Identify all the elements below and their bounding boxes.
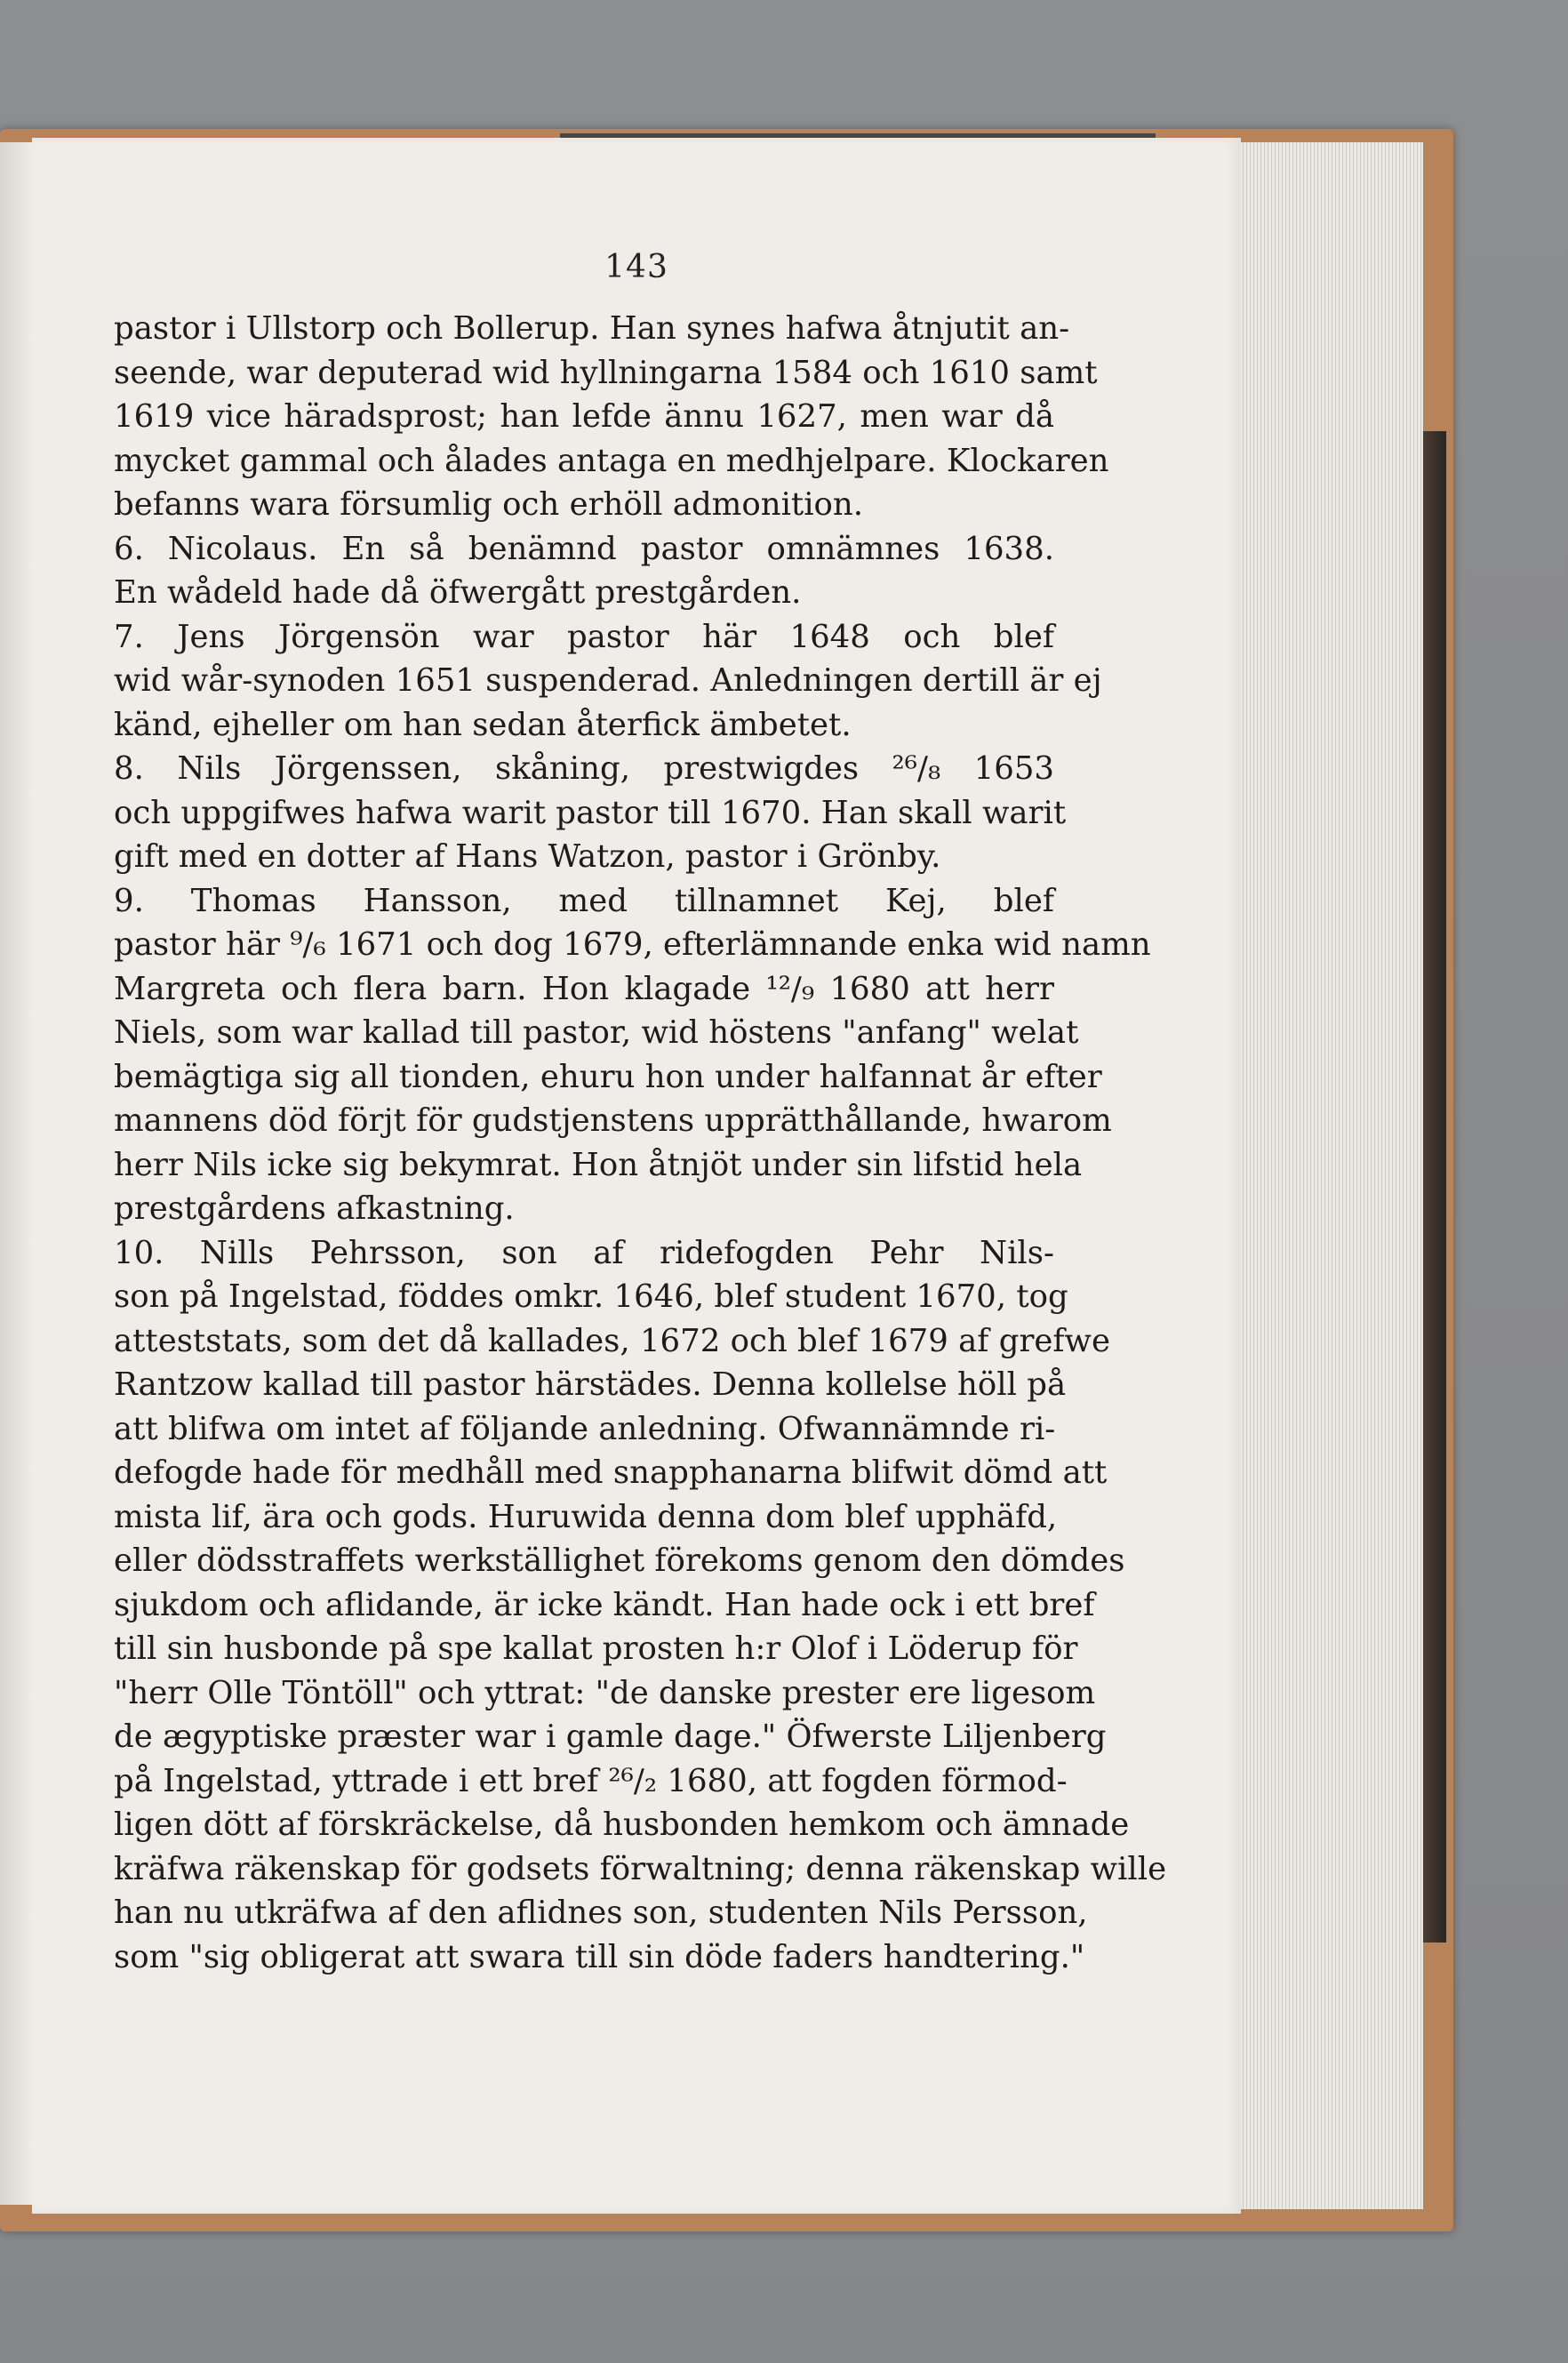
text-line: att blifwa om intet af följande anledning. Ofwannämnde ri- xyxy=(114,1410,1056,1447)
text-line: eller dödsstraffets werkställighet förekoms genom den dömdes xyxy=(114,1542,1125,1579)
text-line: kräfwa räkenskap för godsets förwaltning; denna räkenskap wille xyxy=(114,1850,1167,1887)
text-line: atteststats, som det då kallades, 1672 och blef 1679 af grefwe xyxy=(114,1322,1110,1359)
text-line: sjukdom och aflidande, är icke kändt. Han hade ock i ett bref xyxy=(114,1586,1095,1623)
text-line: Niels, som war kallad till pastor, wid höstens "anfang" welat xyxy=(114,1014,1079,1051)
text-line: mista lif, ära och gods. Huruwida denna dom blef upphäfd, xyxy=(114,1498,1058,1535)
text-line: mycket gammal och ålades antaga en medhjelpare. Klockaren xyxy=(114,442,1109,479)
text-line: wid wår-synoden 1651 suspenderad. Anledningen dertill är ej xyxy=(114,662,1102,699)
text-line: "herr Olle Töntöll" och yttrat: "de danske prester ere ligesom xyxy=(114,1674,1096,1711)
text-line: och uppgifwes hafwa warit pastor till 1670. Han skall warit xyxy=(114,794,1067,831)
text-line: han nu utkräfwa af den aflidnes son, studenten Nils Persson, xyxy=(114,1894,1088,1931)
text-line: 1619 vice häradsprost; han lefde ännu 1627, men war då xyxy=(114,398,1054,435)
text-line: En wådeld hade då öfwergått prestgården. xyxy=(114,574,802,611)
text-line: defogde hade för medhåll med snapphanarna blifwit dömd att xyxy=(114,1454,1108,1491)
text-line: 10. Nills Pehrsson, son af ridefogden Pehr Nils- xyxy=(114,1234,1054,1271)
left-page-edge xyxy=(0,142,33,2205)
text-line: gift med en dotter af Hans Watzon, pastor i Grönby. xyxy=(114,838,941,875)
text-line: mannens död förjt för gudstjenstens upprätthållande, hwarom xyxy=(114,1102,1112,1139)
book-page xyxy=(32,138,1241,2214)
text-line: känd, ejheller om han sedan återfick ämbetet. xyxy=(114,706,852,743)
text-line: 7. Jens Jörgensön war pastor här 1648 och blef xyxy=(114,618,1054,655)
text-line: på Ingelstad, yttrade i ett bref ²⁶/₂ 1680, att fogden förmod- xyxy=(114,1762,1068,1799)
page-block-edges xyxy=(1236,142,1423,2209)
text-line: ligen dött af förskräckelse, då husbonden hemkom och ämnade xyxy=(114,1806,1130,1843)
text-line: 6. Nicolaus. En så benämnd pastor omnämnes 1638. xyxy=(114,530,1054,567)
text-line: Rantzow kallad till pastor härstädes. Denna kollelse höll på xyxy=(114,1366,1067,1403)
text-line: Margreta och flera barn. Hon klagade ¹²/₉ 1680 att herr xyxy=(114,970,1054,1007)
text-line: pastor här ⁹/₆ 1671 och dog 1679, efterlämnande enka wid namn xyxy=(114,926,1151,963)
text-line: som "sig obligerat att swara till sin döde faders handtering." xyxy=(114,1938,1085,1975)
text-line: prestgårdens afkastning. xyxy=(114,1190,515,1227)
text-line: befanns wara försumlig och erhöll admonition. xyxy=(114,486,864,523)
text-line: de ægyptiske præster war i gamle dage." Öfwerste Liljenberg xyxy=(114,1718,1107,1755)
text-line: bemägtiga sig all tionden, ehuru hon under halfannat år efter xyxy=(114,1058,1102,1095)
page-text xyxy=(114,307,1167,1979)
text-line: pastor i Ullstorp och Bollerup. Han synes hafwa åtnjutit an- xyxy=(114,310,1070,347)
page-number: 143 xyxy=(604,249,668,285)
text-line: seende, war deputerad wid hyllningarna 1584 och 1610 samt xyxy=(114,354,1098,391)
text-line: 8. Nils Jörgenssen, skåning, prestwigdes ²⁶/₈ 1653 xyxy=(114,750,1054,787)
text-line: till sin husbonde på spe kallat prosten h:r Olof i Löderup för xyxy=(114,1630,1078,1667)
text-line: 9. Thomas Hansson, med tillnamnet Kej, blef xyxy=(114,882,1054,919)
text-line: son på Ingelstad, föddes omkr. 1646, blef student 1670, tog xyxy=(114,1278,1068,1315)
text-line: herr Nils icke sig bekymrat. Hon åtnjöt under sin lifstid hela xyxy=(114,1146,1083,1183)
